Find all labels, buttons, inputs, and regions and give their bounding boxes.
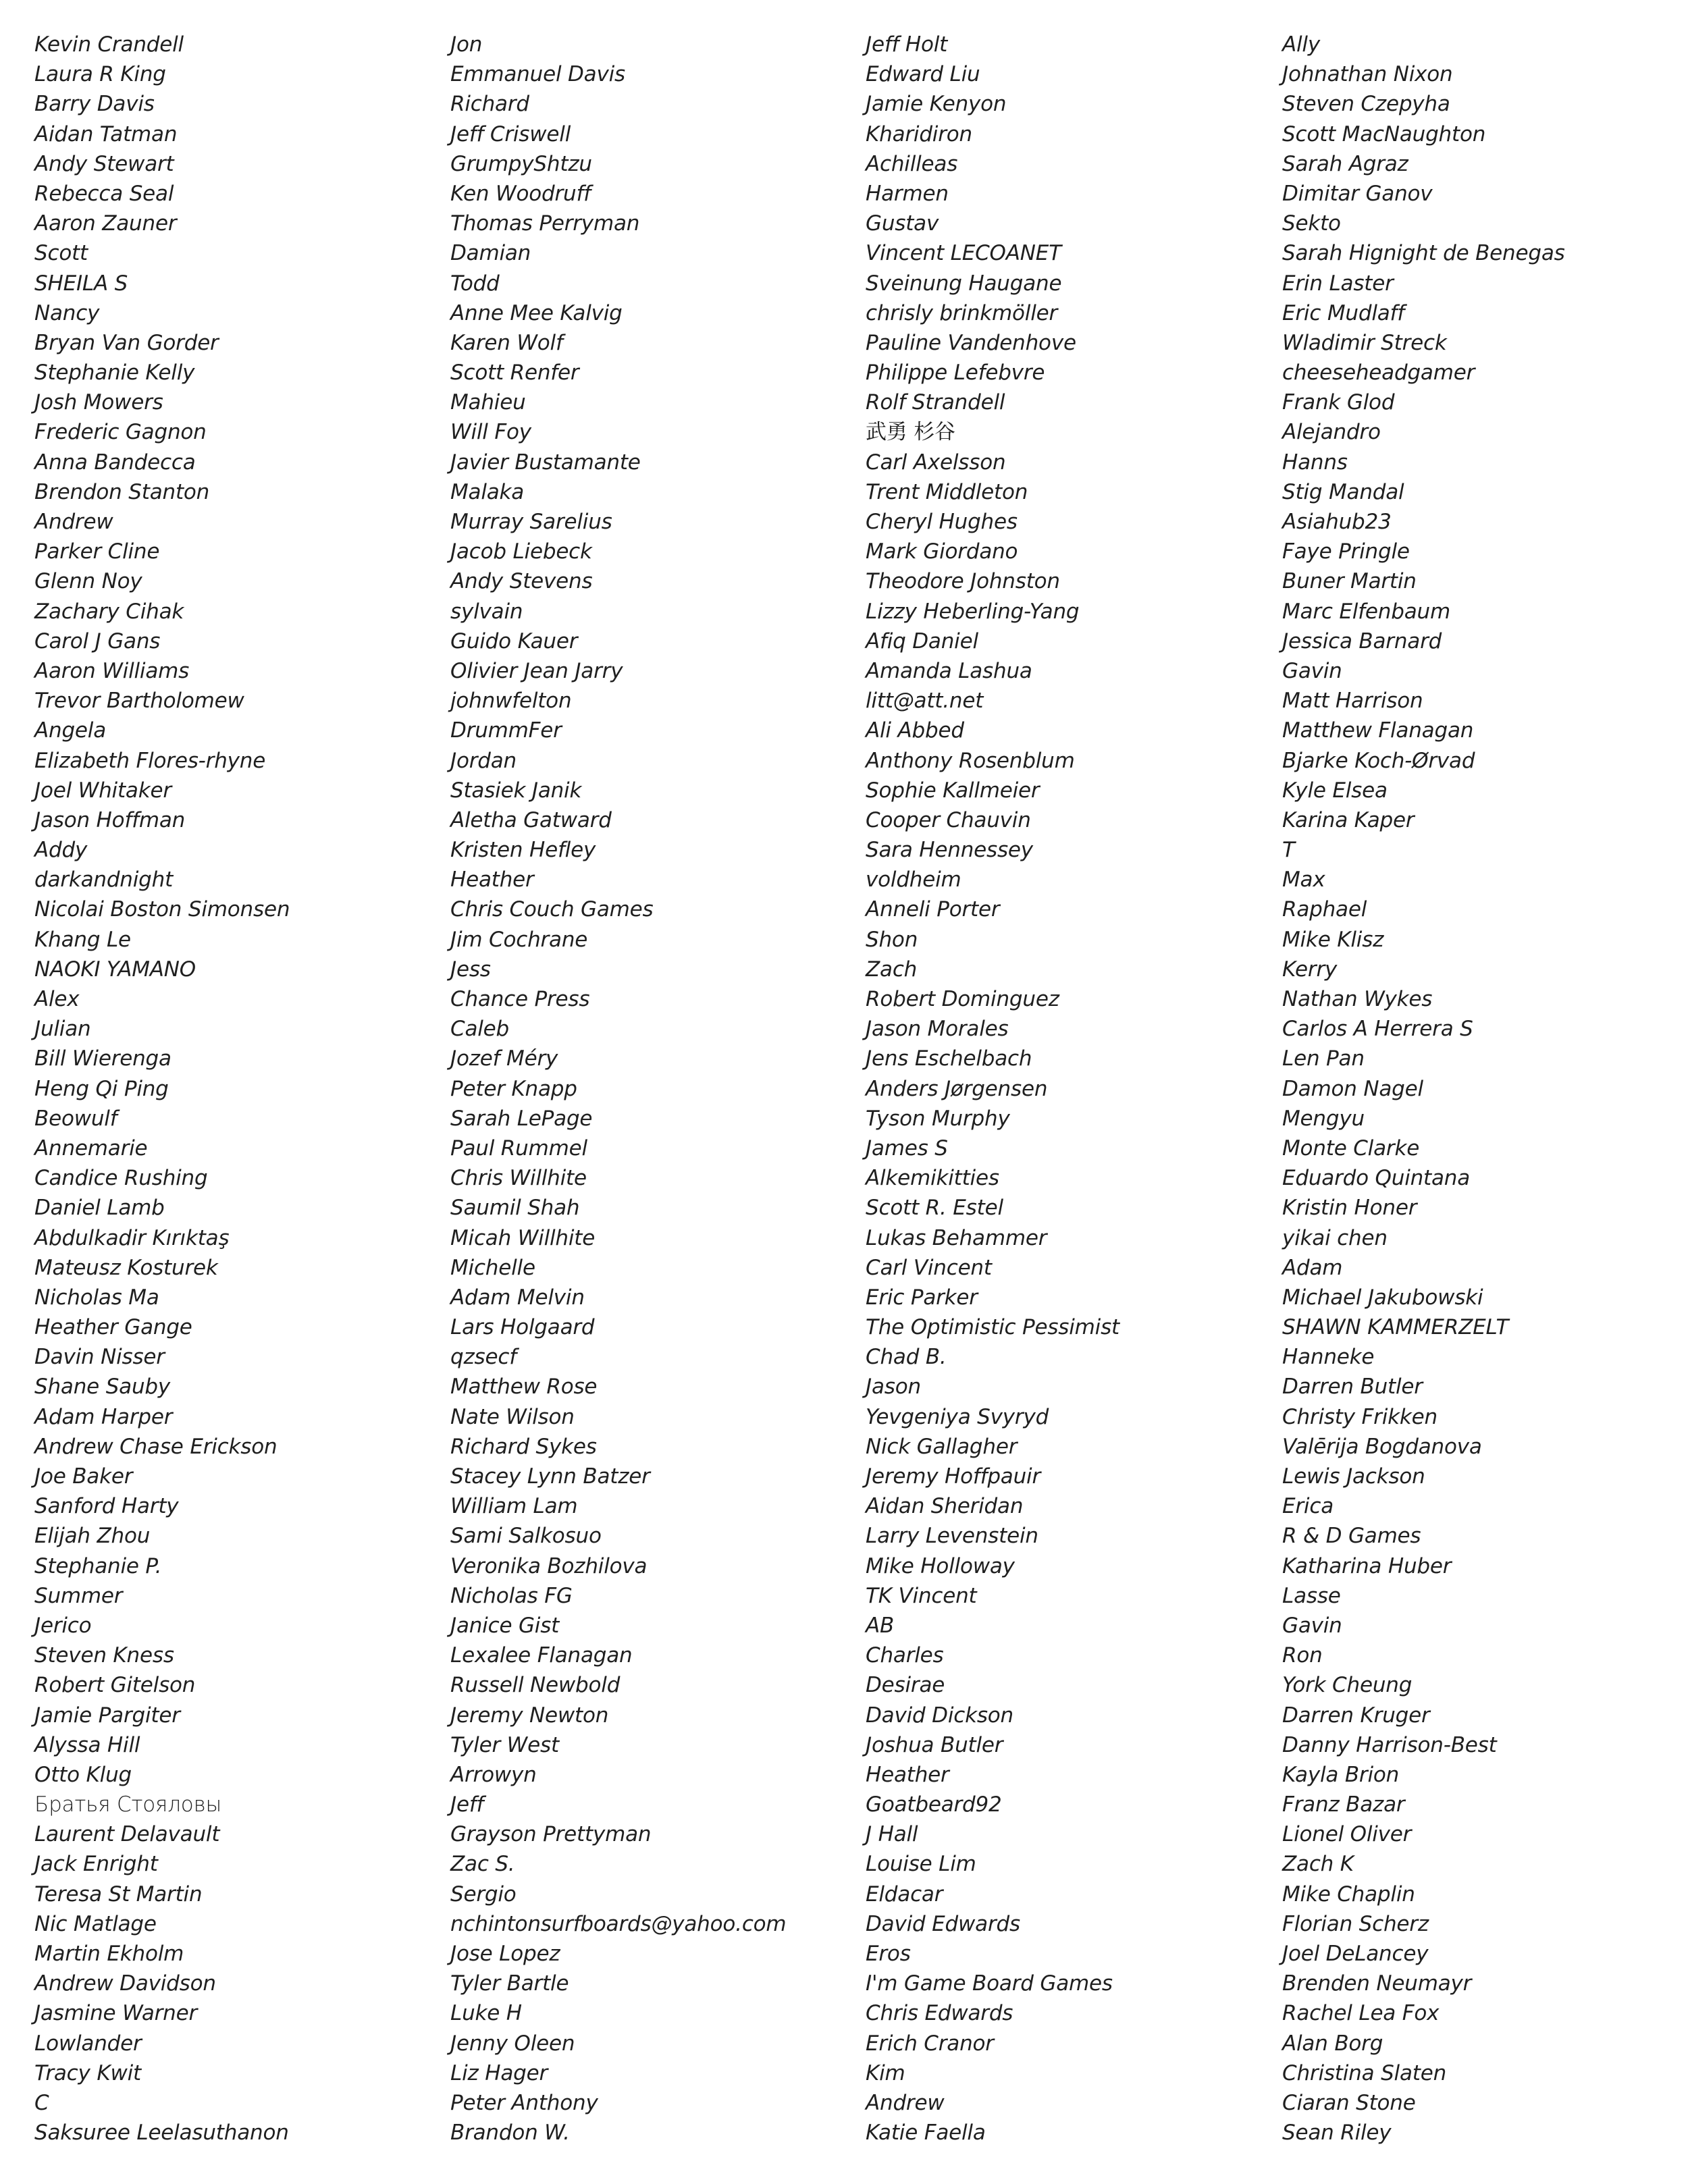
name-entry: Valērija Bogdanova — [1282, 1434, 1482, 1459]
name-entry: Jacob Liebeck — [450, 539, 592, 564]
name-entry: Adam — [1282, 1255, 1343, 1280]
name-entry: Chris Willhite — [450, 1166, 587, 1191]
name-entry: Stacey Lynn Batzer — [450, 1464, 650, 1489]
name-entry: Todd — [450, 271, 500, 296]
name-entry: Rolf Strandell — [866, 390, 1005, 415]
name-entry: Bryan Van Gorder — [34, 330, 219, 355]
name-entry: Scott MacNaughton — [1282, 122, 1486, 147]
name-entry: Lexalee Flanagan — [450, 1643, 633, 1668]
name-entry: Aidan Tatman — [34, 122, 178, 147]
name-entry: Jim Cochrane — [450, 927, 588, 952]
name-entry: Eric Parker — [866, 1285, 978, 1310]
name-entry: York Cheung — [1282, 1673, 1413, 1698]
name-entry: Yevgeniya Svyryd — [866, 1404, 1049, 1429]
name-entry: Matt Harrison — [1282, 689, 1423, 714]
name-entry: Heather Gange — [34, 1315, 192, 1340]
name-entry: Faye Pringle — [1282, 539, 1410, 564]
name-entry: James S — [866, 1136, 948, 1161]
name-entry: Lasse — [1282, 1583, 1341, 1608]
name-entry: johnwfelton — [450, 689, 572, 714]
name-entry: Sophie Kallmeier — [866, 778, 1040, 803]
name-entry: Ken Woodruff — [450, 181, 591, 206]
name-entry: Daniel Lamb — [34, 1196, 165, 1221]
name-entry: Stasiek Janik — [450, 778, 582, 803]
name-entry: Saumil Shah — [450, 1196, 580, 1221]
name-entry: Goatbeard92 — [866, 1792, 1002, 1817]
name-entry: Heather — [450, 868, 534, 893]
name-entry: Jeff — [450, 1792, 484, 1817]
name-entry: Jason — [866, 1375, 921, 1400]
name-entry: Nic Matlage — [34, 1911, 157, 1936]
name-entry: Kevin Crandell — [34, 32, 184, 57]
name-entry: Annemarie — [34, 1136, 148, 1161]
name-entry: Ron — [1282, 1643, 1323, 1668]
name-entry: Anthony Rosenblum — [866, 748, 1075, 773]
name-entry: Richard — [450, 92, 529, 117]
name-entry: Shane Sauby — [34, 1375, 171, 1400]
name-entry: Otto Klug — [34, 1762, 132, 1787]
name-entry: Luke H — [450, 2001, 522, 2026]
name-entry: Joel Whitaker — [34, 778, 172, 803]
name-entry: Mike Chaplin — [1282, 1882, 1415, 1907]
name-entry: Elizabeth Flores-rhyne — [34, 748, 266, 773]
name-entry: qzsecf — [450, 1345, 517, 1370]
name-entry: Cheryl Hughes — [866, 510, 1018, 534]
name-entry: Amanda Lashua — [866, 658, 1032, 683]
name-entry: Darren Butler — [1282, 1375, 1423, 1400]
name-entry: GrumpyShtzu — [450, 151, 592, 176]
name-entry: Sarah Hignight de Benegas — [1282, 241, 1565, 266]
name-entry: Bjarke Koch-Ørvad — [1282, 748, 1475, 773]
name-entry: Aaron Williams — [34, 658, 190, 683]
name-entry: Zachary Cihak — [34, 599, 184, 624]
name-entry: Tracy Kwit — [34, 2060, 141, 2085]
name-entry: Hanns — [1282, 450, 1348, 475]
name-entry: Carol J Gans — [34, 629, 161, 654]
name-entry: Katharina Huber — [1282, 1553, 1452, 1578]
name-entry: Andrew Davidson — [34, 1971, 216, 1996]
name-entry: Emmanuel Davis — [450, 62, 625, 87]
name-entry: NAOKI YAMANO — [34, 957, 196, 982]
name-entry: Aidan Sheridan — [866, 1494, 1024, 1519]
name-entry: Pauline Vandenhove — [866, 330, 1076, 355]
name-entry: Eric Mudlaff — [1282, 300, 1404, 325]
name-entry: Julian — [34, 1017, 91, 1042]
name-entry: Katie Faella — [866, 2121, 986, 2146]
name-entry: Jamie Pargiter — [34, 1703, 180, 1728]
name-entry: Eros — [866, 1942, 911, 1966]
name-entry: Robert Gitelson — [34, 1673, 196, 1698]
name-entry: David Dickson — [866, 1703, 1014, 1728]
name-entry: Kim — [866, 2060, 905, 2085]
name-entry: Glenn Noy — [34, 569, 142, 594]
name-entry: Peter Anthony — [450, 2090, 598, 2115]
name-entry: Veronika Bozhilova — [450, 1553, 648, 1578]
name-entry: Tyler Bartle — [450, 1971, 569, 1996]
name-entry: Laurent Delavault — [34, 1822, 220, 1847]
name-entry: Andrew — [34, 510, 113, 534]
name-entry: Robert Dominguez — [866, 987, 1059, 1011]
name-entry: Jozef Méry — [450, 1046, 558, 1071]
name-entry: Matthew Flanagan — [1282, 718, 1474, 743]
name-entry: Mike Klisz — [1282, 927, 1384, 952]
name-entry: Danny Harrison-Best — [1282, 1732, 1497, 1757]
names-column-1 — [34, 30, 290, 2148]
name-entry: Andy Stewart — [34, 151, 174, 176]
name-entry: Kayla Brion — [1282, 1762, 1400, 1787]
name-entry: William Lam — [450, 1494, 578, 1519]
name-entry: Marc Elfenbaum — [1282, 599, 1450, 624]
name-entry: darkandnight — [34, 868, 174, 893]
name-entry: Alex — [34, 987, 80, 1011]
name-entry: Andrew — [866, 2090, 945, 2115]
name-entry: Wladimir Streck — [1282, 330, 1447, 355]
name-entry: Len Pan — [1282, 1046, 1365, 1071]
name-entry: Summer — [34, 1583, 123, 1608]
name-entry: Nancy — [34, 300, 100, 325]
name-entry: C — [34, 2090, 49, 2115]
name-entry: sylvain — [450, 599, 523, 624]
name-entry: Philippe Lefebvre — [866, 361, 1045, 385]
name-entry: Sean Riley — [1282, 2121, 1392, 2146]
name-entry: Charles — [866, 1643, 944, 1668]
name-entry: Damian — [450, 241, 531, 266]
name-entry: Andrew Chase Erickson — [34, 1434, 278, 1459]
name-entry: Lionel Oliver — [1282, 1822, 1412, 1847]
name-entry: Alyssa Hill — [34, 1732, 140, 1757]
name-entry: Jerico — [34, 1613, 92, 1638]
name-entry: Adam Melvin — [450, 1285, 585, 1310]
name-entry: Sami Salkosuo — [450, 1524, 602, 1549]
name-entry: Ciaran Stone — [1282, 2090, 1416, 2115]
name-entry: Elijah Zhou — [34, 1524, 151, 1549]
name-entry: Eldacar — [866, 1882, 943, 1907]
name-entry: Paul Rummel — [450, 1136, 587, 1161]
name-entry: Sanford Harty — [34, 1494, 179, 1519]
name-entry: Rachel Lea Fox — [1282, 2001, 1440, 2026]
names-column-4 — [1282, 30, 1565, 2148]
name-entry: Javier Bustamante — [450, 450, 641, 475]
name-entry: Micah Willhite — [450, 1225, 596, 1250]
name-entry: Joshua Butler — [866, 1732, 1003, 1757]
name-entry: Liz Hager — [450, 2060, 548, 2085]
name-entry: Erin Laster — [1282, 271, 1394, 296]
name-entry: Steven Czepyha — [1282, 92, 1450, 117]
name-entry: Scott Renfer — [450, 361, 579, 385]
name-entry: Alan Borg — [1282, 2031, 1383, 2056]
name-entry: Abdulkadir Kırıktaş — [34, 1225, 230, 1250]
name-entry: R & D Games — [1282, 1524, 1421, 1549]
name-entry: Jeremy Newton — [450, 1703, 609, 1728]
name-entry: Sarah Agraz — [1282, 151, 1408, 176]
name-entry: Angela — [34, 718, 107, 743]
name-entry: I'm Game Board Games — [866, 1971, 1113, 1996]
name-entry: SHAWN KAMMERZELT — [1282, 1315, 1509, 1340]
name-entry: Matthew Rose — [450, 1375, 598, 1400]
name-entry: Lewis Jackson — [1282, 1464, 1425, 1489]
name-entry: Gustav — [866, 211, 939, 236]
name-entry: J Hall — [866, 1822, 918, 1847]
name-entry: Russell Newbold — [450, 1673, 621, 1698]
name-entry: Christina Slaten — [1282, 2060, 1447, 2085]
name-entry: Beowulf — [34, 1106, 117, 1131]
name-entry: Malaka — [450, 479, 525, 504]
name-entry: Sergio — [450, 1882, 517, 1907]
name-entry: Mike Holloway — [866, 1553, 1015, 1578]
name-entry: Nicholas Ma — [34, 1285, 159, 1310]
name-entry: Heng Qi Ping — [34, 1076, 169, 1101]
name-entry: Joel DeLancey — [1282, 1942, 1429, 1966]
name-entry: Michelle — [450, 1255, 535, 1280]
name-entry: Ally — [1282, 32, 1320, 57]
name-entry: Tyler West — [450, 1732, 559, 1757]
name-entry: Lars Holgaard — [450, 1315, 595, 1340]
name-entry: Murray Sarelius — [450, 510, 612, 534]
name-entry: Tyson Murphy — [866, 1106, 1010, 1131]
name-entry: Lukas Behammer — [866, 1225, 1047, 1250]
name-entry: Nate Wilson — [450, 1404, 575, 1429]
name-entry: Richard Sykes — [450, 1434, 597, 1459]
name-entry: Eduardo Quintana — [1282, 1166, 1471, 1191]
name-entry: Max — [1282, 868, 1325, 893]
name-entry: Florian Scherz — [1282, 1911, 1429, 1936]
name-entry: Olivier Jean Jarry — [450, 658, 623, 683]
name-entry: Zac S. — [450, 1852, 515, 1877]
name-entry: Desirae — [866, 1673, 945, 1698]
name-entry: Brenden Neumayr — [1282, 1971, 1472, 1996]
name-entry: Karina Kaper — [1282, 807, 1415, 832]
name-entry: Jeff Criswell — [450, 122, 571, 147]
name-entry: Mengyu — [1282, 1106, 1365, 1131]
name-entry: Jose Lopez — [450, 1942, 560, 1966]
name-entry: Larry Levenstein — [866, 1524, 1038, 1549]
name-entry: Franz Bazar — [1282, 1792, 1405, 1817]
name-entry: Stig Mandal — [1282, 479, 1404, 504]
name-entry: Arrowyn — [450, 1762, 537, 1787]
name-entry: Mahieu — [450, 390, 526, 415]
name-entry: Addy — [34, 838, 88, 863]
name-entry: Jasmine Warner — [34, 2001, 198, 2026]
name-entry: Khang Le — [34, 927, 131, 952]
name-entry: Bill Wierenga — [34, 1046, 172, 1071]
name-entry: Josh Mowers — [34, 390, 163, 415]
name-entry: Janice Gist — [450, 1613, 560, 1638]
name-entry: Jack Enright — [34, 1852, 158, 1877]
name-entry: Zach K — [1282, 1852, 1354, 1877]
name-entry: Mateusz Kosturek — [34, 1255, 218, 1280]
name-entry: Jon — [450, 32, 483, 57]
name-entry: Jenny Oleen — [450, 2031, 575, 2056]
name-entry: voldheim — [866, 868, 961, 893]
name-entry: Lizzy Heberling-Yang — [866, 599, 1080, 624]
name-entry: Jessica Barnard — [1282, 629, 1442, 654]
name-entry: Chance Press — [450, 987, 590, 1011]
name-entry: Brendon Stanton — [34, 479, 210, 504]
name-entry: Alkemikitties — [866, 1166, 999, 1191]
name-entry: Kerry — [1282, 957, 1338, 982]
name-entry: Jordan — [450, 748, 517, 773]
name-entry: Carl Vincent — [866, 1255, 992, 1280]
name-entry: Will Foy — [450, 420, 531, 445]
name-entry: Kristin Honer — [1282, 1196, 1417, 1221]
name-entry: Raphael — [1282, 897, 1367, 922]
name-entry: Erich Cranor — [866, 2031, 994, 2056]
name-entry: Chris Edwards — [866, 2001, 1013, 2026]
name-entry: Erica — [1282, 1494, 1334, 1519]
name-entry: Steven Kness — [34, 1643, 174, 1668]
name-entry: Sarah LePage — [450, 1106, 593, 1131]
name-entry: Anneli Porter — [866, 897, 1000, 922]
name-entry: Trent Middleton — [866, 479, 1028, 504]
name-entry: Edward Liu — [866, 62, 980, 87]
name-entry: Darren Kruger — [1282, 1703, 1430, 1728]
name-entry: TK Vincent — [866, 1583, 977, 1608]
name-entry: Anne Mee Kalvig — [450, 300, 623, 325]
name-entry: Sveinung Haugane — [866, 271, 1062, 296]
name-entry: Davin Nisser — [34, 1345, 165, 1370]
name-entry: Jamie Kenyon — [866, 92, 1007, 117]
name-entry: Stephanie Kelly — [34, 361, 195, 385]
name-entry: Gavin — [1282, 658, 1342, 683]
name-entry: Nicolai Boston Simonsen — [34, 897, 290, 922]
name-entry: Sekto — [1282, 211, 1341, 236]
name-entry: Joe Baker — [34, 1464, 133, 1489]
name-entry: Rebecca Seal — [34, 181, 174, 206]
names-column-2 — [450, 30, 786, 2148]
name-entry: Caleb — [450, 1017, 510, 1042]
name-entry: Teresa St Martin — [34, 1882, 203, 1907]
name-entry: Laura R King — [34, 62, 166, 87]
name-entry: Nicholas FG — [450, 1583, 573, 1608]
name-entry: Asiahub23 — [1282, 510, 1392, 534]
name-entry: Louise Lim — [866, 1852, 976, 1877]
name-entry: chrisly brinkmöller — [866, 300, 1058, 325]
name-entry: yikai chen — [1282, 1225, 1388, 1250]
name-entry: Alejandro — [1282, 420, 1381, 445]
name-entry: Ali Abbed — [866, 718, 964, 743]
name-entry: Zach — [866, 957, 918, 982]
name-entry: Jeff Holt — [866, 32, 948, 57]
name-entry: Cooper Chauvin — [866, 807, 1031, 832]
name-entry: Shon — [866, 927, 918, 952]
name-entry: Grayson Prettyman — [450, 1822, 652, 1847]
name-entry: Carl Axelsson — [866, 450, 1006, 475]
name-entry: Achilleas — [866, 151, 958, 176]
name-entry: Frank Glod — [1282, 390, 1395, 415]
name-entry: litt@att.net — [866, 689, 984, 714]
name-entry: Michael Jakubowski — [1282, 1285, 1483, 1310]
name-entry: Carlos A Herrera S — [1282, 1017, 1473, 1042]
name-entry: Harmen — [866, 181, 949, 206]
name-entry: SHEILA S — [34, 271, 128, 296]
name-entry: AB — [866, 1613, 895, 1638]
name-entry: The Optimistic Pessimist — [866, 1315, 1119, 1340]
name-entry: Anders Jørgensen — [866, 1076, 1048, 1101]
name-entry: Brandon W. — [450, 2121, 570, 2146]
name-entry: Christy Frikken — [1282, 1404, 1438, 1429]
name-entry: Aaron Zauner — [34, 211, 177, 236]
name-entry: Kharidiron — [866, 122, 972, 147]
name-entry: Heather — [866, 1762, 949, 1787]
name-entry: Dimitar Ganov — [1282, 181, 1433, 206]
name-entry: Jeremy Hoffpauir — [866, 1464, 1041, 1489]
name-entry: Jason Hoffman — [34, 807, 186, 832]
name-entry: Chad B. — [866, 1345, 947, 1370]
name-entry: Theodore Johnston — [866, 569, 1060, 594]
name-entry: David Edwards — [866, 1911, 1020, 1936]
name-entry: Братья Стояловы — [34, 1792, 222, 1817]
name-entry: Peter Knapp — [450, 1076, 577, 1101]
name-entry: Jens Eschelbach — [866, 1046, 1032, 1071]
name-entry: Trevor Bartholomew — [34, 689, 244, 714]
name-entry: Chris Couch Games — [450, 897, 654, 922]
name-entry: Stephanie P. — [34, 1553, 162, 1578]
name-entry: Buner Martin — [1282, 569, 1417, 594]
name-entry: Monte Clarke — [1282, 1136, 1420, 1161]
name-entry: Barry Davis — [34, 92, 155, 117]
names-column-3 — [866, 30, 1119, 2148]
name-entry: Anna Bandecca — [34, 450, 196, 475]
name-entry: Johnathan Nixon — [1282, 62, 1453, 87]
name-entry: Vincent LECOANET — [866, 241, 1061, 266]
name-entry: Lowlander — [34, 2031, 142, 2056]
name-entry: Mark Giordano — [866, 539, 1018, 564]
name-entry: Hanneke — [1282, 1345, 1375, 1370]
name-entry: Guido Kauer — [450, 629, 578, 654]
name-entry: Martin Ekholm — [34, 1942, 184, 1966]
name-entry: Damon Nagel — [1282, 1076, 1423, 1101]
name-entry: Andy Stevens — [450, 569, 593, 594]
name-entry: Gavin — [1282, 1613, 1342, 1638]
name-entry: Karen Wolf — [450, 330, 563, 355]
name-entry: Parker Cline — [34, 539, 160, 564]
name-entry: Scott R. Estel — [866, 1196, 1003, 1221]
name-entry: nchintonsurfboards@yahoo.com — [450, 1911, 787, 1936]
name-entry: Jason Morales — [866, 1017, 1009, 1042]
name-entry: Nick Gallagher — [866, 1434, 1018, 1459]
name-entry: Afiq Daniel — [866, 629, 978, 654]
name-entry: Jess — [450, 957, 491, 982]
name-entry: Frederic Gagnon — [34, 420, 207, 445]
name-entry: DrummFer — [450, 718, 562, 743]
name-entry: Kristen Hefley — [450, 838, 596, 863]
name-entry: Kyle Elsea — [1282, 778, 1388, 803]
name-entry: 武勇 杉谷 — [866, 420, 955, 445]
name-entry: Candice Rushing — [34, 1166, 208, 1191]
name-entry: Nathan Wykes — [1282, 987, 1433, 1011]
name-entry: Sara Hennessey — [866, 838, 1033, 863]
name-entry: cheeseheadgamer — [1282, 361, 1475, 385]
name-entry: Saksuree Leelasuthanon — [34, 2121, 289, 2146]
name-entry: Thomas Perryman — [450, 211, 640, 236]
name-entry: T — [1282, 838, 1295, 863]
name-entry: Scott — [34, 241, 88, 266]
name-entry: Aletha Gatward — [450, 807, 612, 832]
name-entry: Adam Harper — [34, 1404, 173, 1429]
